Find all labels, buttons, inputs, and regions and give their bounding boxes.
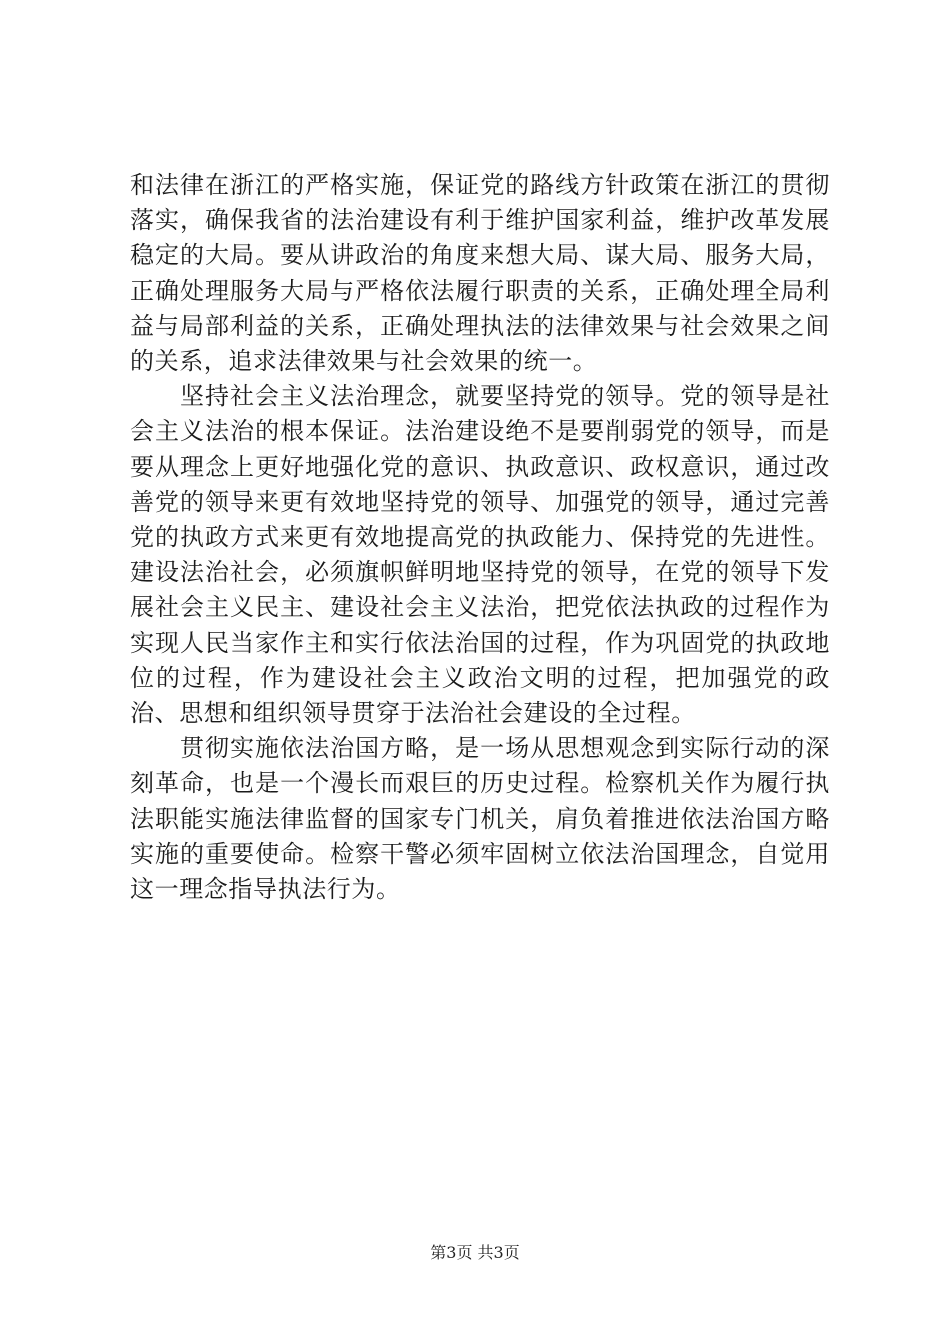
paragraph-rule-of-law-strategy: 贯彻实施依法治国方略，是一场从思想观念到实际行动的深刻革命，也是一个漫长而艰巨的历史过程。检察机关作为履行执法职能实施法律监督的国家专门机关，肩负着推进依法治国方略实施的重要使命。检察干警必须牢固树立依法治国理念，自觉用这一理念指导执法行为。: [130, 734, 830, 904]
page-footer: 第3页 共3页: [430, 1243, 520, 1262]
paragraph-party-leadership: 坚持社会主义法治理念，就要坚持党的领导。党的领导是社会主义法治的根本保证。法治建设绝不是要削弱党的领导，而是要从理念上更好地强化党的意识、执政意识、政权意识，通过改善党的领导来更有效地坚持党的领导、加强党的领导，通过完善党的执政方式来更有效地提高党的执政能力、保持党的先进性。建设法治社会，必须旗帜鲜明地坚持党的领导，在党的领导下发展社会主义民主、建设社会主义法治，把党依法执政的过程作为实现人民当家作主和实行依法治国的过程，作为巩固党的执政地位的过程，作为建设社会主义政治文明的过程，把加强党的政治、思想和组织领导贯穿于法治社会建设的全过程。: [130, 382, 830, 728]
document-body: [130, 168, 830, 907]
paragraph-continuation: 和法律在浙江的严格实施，保证党的路线方针政策在浙江的贯彻落实，确保我省的法治建设有利于维护国家利益，维护改革发展稳定的大局。要从讲政治的角度来想大局、谋大局、服务大局，正确处理服务大局与严格依法履行职责的关系，正确处理全局利益与局部利益的关系，正确处理执法的法律效果与社会效果之间的关系，追求法律效果与社会效果的统一。: [130, 171, 830, 376]
